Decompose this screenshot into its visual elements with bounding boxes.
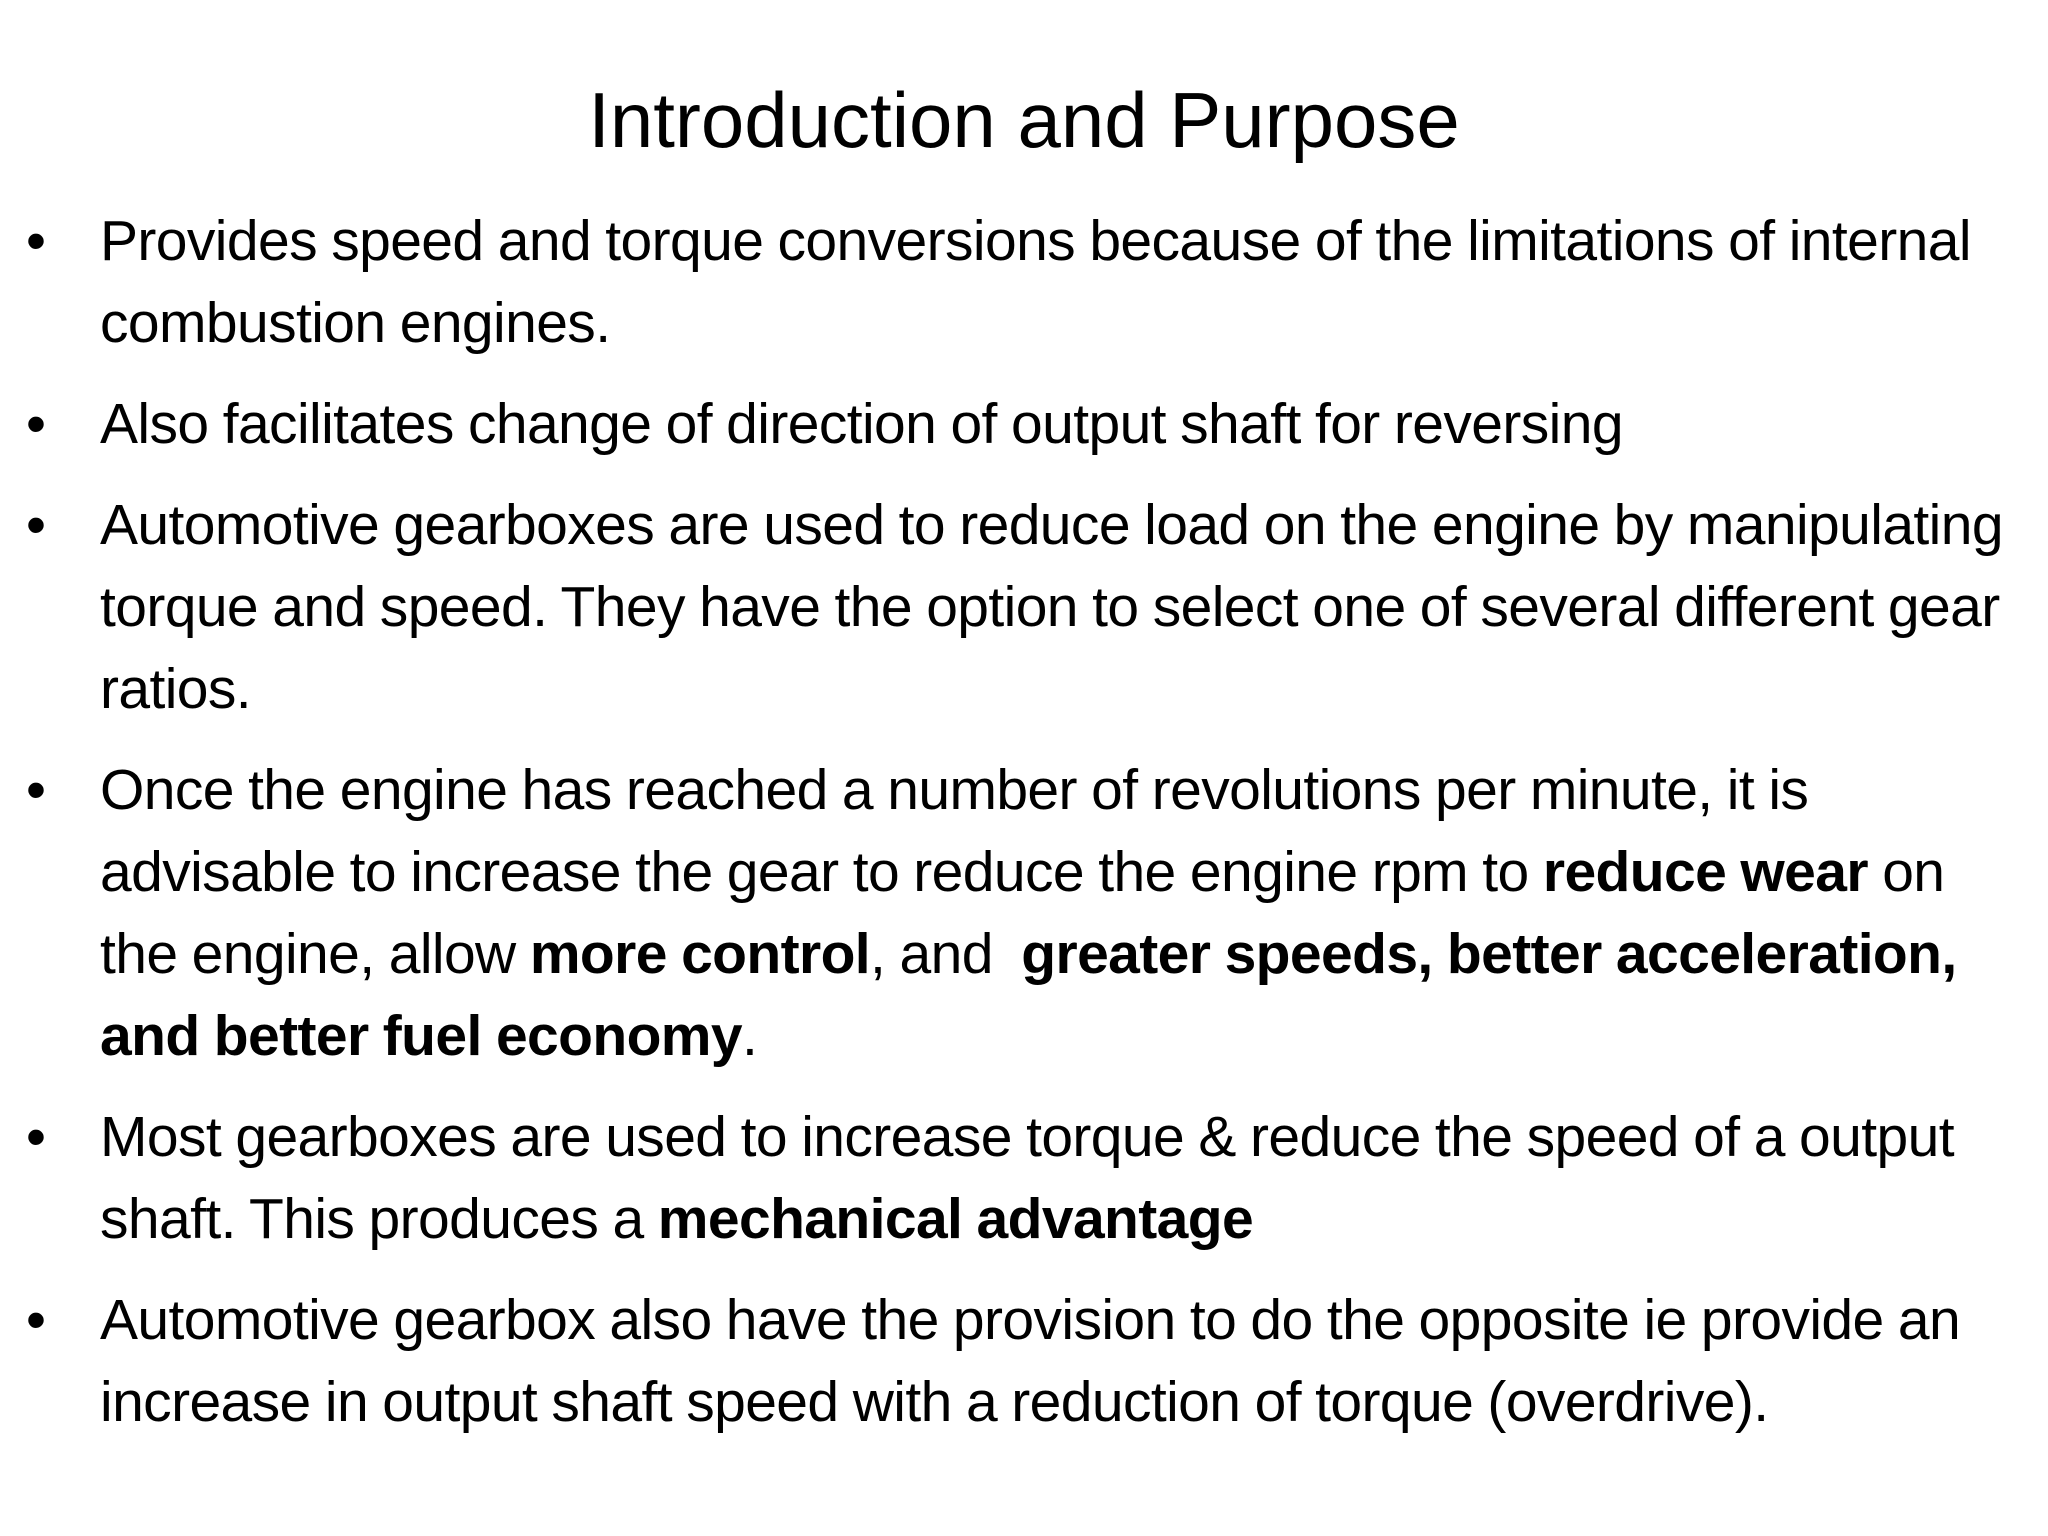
bullet-text: on the engine, allow xyxy=(100,840,1945,986)
bullet-text: . xyxy=(741,1004,758,1068)
bullet-item xyxy=(0,1279,2048,1443)
bullet-item xyxy=(0,1096,2048,1260)
bullet-marker: • xyxy=(26,493,46,557)
bullet-item xyxy=(0,383,2048,465)
bullet-text: Most gearboxes are used to increase torque & reduce the speed of a output shaft. This produces a xyxy=(100,1105,1954,1251)
bullet-item xyxy=(0,200,2048,364)
bullet-emphasis: more control xyxy=(529,922,871,986)
bullet-marker: • xyxy=(26,1105,46,1169)
bullet-emphasis: reduce wear xyxy=(1542,840,1868,904)
bullet-emphasis: greater speeds, better acceleration, and better fuel economy xyxy=(100,922,1957,1068)
bullet-text: Automotive gearbox also have the provision to do the opposite ie provide an increase in output shaft speed with a reduction of torque (overdrive). xyxy=(100,1288,1961,1434)
bullet-list xyxy=(0,200,2048,1462)
bullet-text: , and xyxy=(870,922,1022,986)
bullet-text: Once the engine has reached a number of revolutions per minute, it is advisable to increase the gear to reduce the engine rpm to xyxy=(100,758,1809,904)
bullet-marker: • xyxy=(26,392,46,456)
slide-title: Introduction and Purpose xyxy=(588,76,1460,164)
bullet-marker: • xyxy=(26,209,46,273)
bullet-marker: • xyxy=(26,758,46,822)
bullet-text: Automotive gearboxes are used to reduce load on the engine by manipulating torque and speed. They have the option to select one of several different gear ratios. xyxy=(100,493,2003,721)
bullet-item xyxy=(0,749,2048,1077)
bullet-text: Provides speed and torque conversions because of the limitations of internal combustion engines. xyxy=(100,209,1971,355)
bullet-marker: • xyxy=(26,1288,46,1352)
bullet-text: Also facilitates change of direction of output shaft for reversing xyxy=(100,392,1623,456)
bullet-emphasis: mechanical advantage xyxy=(657,1187,1254,1251)
bullet-item xyxy=(0,484,2048,730)
